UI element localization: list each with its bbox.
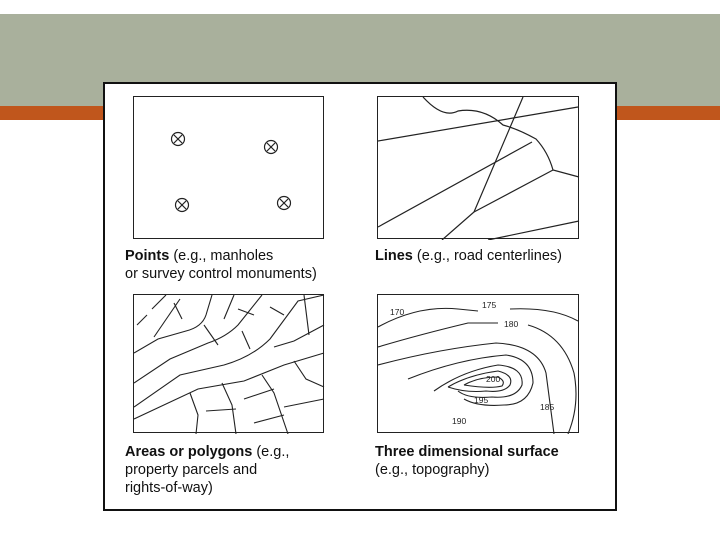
points-diagram bbox=[133, 96, 324, 239]
contour-label-185: 185 bbox=[540, 402, 555, 412]
surface-title: Three dimensional surface bbox=[375, 444, 559, 460]
parcel-boundaries bbox=[134, 295, 324, 434]
contour-label-200: 200 bbox=[486, 374, 501, 384]
road-centerlines bbox=[378, 97, 579, 240]
lines-desc-line1: (e.g., road centerlines) bbox=[412, 248, 562, 264]
areas-desc-line1: (e.g., bbox=[252, 444, 290, 460]
point-marker-icon bbox=[176, 199, 189, 212]
contour-lines bbox=[378, 308, 578, 434]
areas-diagram bbox=[133, 294, 324, 433]
contour-labels bbox=[390, 300, 554, 426]
areas-desc-line3: rights-of-way) bbox=[125, 480, 213, 496]
areas-desc-line2: property parcels and bbox=[125, 462, 258, 478]
areas-title: Areas or polygons bbox=[125, 444, 253, 460]
areas-caption bbox=[125, 443, 289, 497]
lines-diagram bbox=[377, 96, 579, 239]
gis-data-types-figure bbox=[103, 82, 617, 511]
contour-label-180: 180 bbox=[504, 319, 519, 329]
points-desc-line1: (e.g., manholes bbox=[169, 248, 274, 264]
points-caption bbox=[125, 247, 317, 283]
points-title: Points bbox=[125, 248, 170, 264]
point-marker-icon bbox=[172, 133, 185, 146]
accent-bar-right bbox=[617, 106, 720, 120]
contour-label-175: 175 bbox=[482, 300, 497, 310]
points-desc-line2: or survey control monuments) bbox=[125, 266, 317, 282]
surface-caption bbox=[375, 443, 559, 479]
surface-desc-line1: (e.g., topography) bbox=[375, 462, 490, 478]
contour-label-170: 170 bbox=[390, 307, 405, 317]
point-marker-icon bbox=[278, 197, 291, 210]
accent-bar-left bbox=[0, 106, 104, 120]
point-marker-icon bbox=[265, 141, 278, 154]
lines-caption bbox=[375, 247, 562, 265]
lines-title: Lines bbox=[375, 248, 413, 264]
contour-label-190: 190 bbox=[452, 416, 467, 426]
contour-label-195: 195 bbox=[474, 395, 489, 405]
topography-diagram bbox=[377, 294, 579, 433]
